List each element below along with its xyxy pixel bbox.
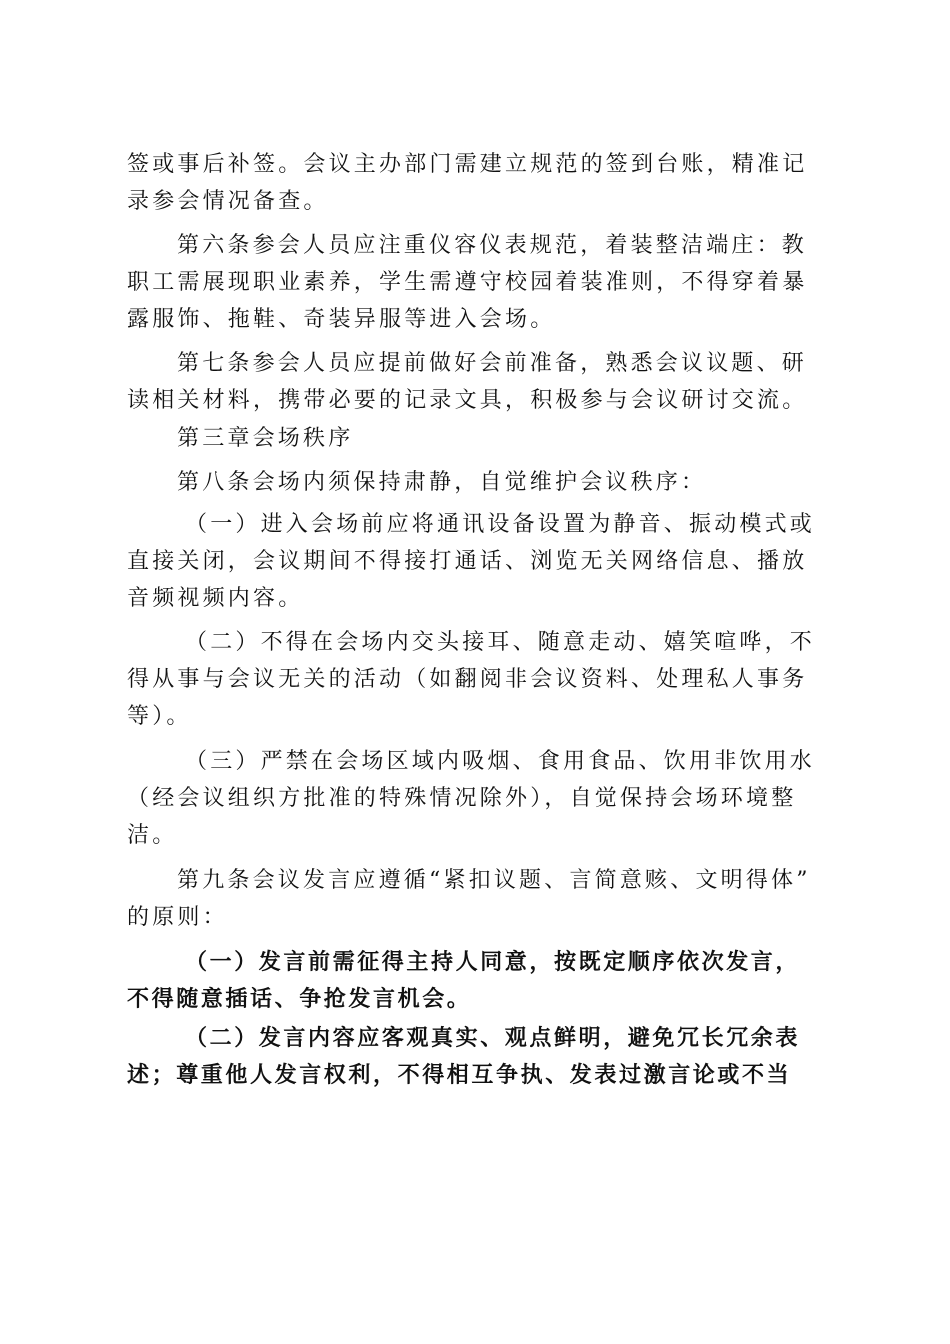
text-line: （二）不得在会场内交头接耳、随意走动、嬉笑喧哗，不 xyxy=(185,630,816,655)
text-line: 第七条参会人员应提前做好会前准备，熟悉会议议题、研 xyxy=(177,351,808,376)
text-line: 等）。 xyxy=(127,704,192,729)
chapter-heading xyxy=(127,420,823,457)
text-line: （一）发言前需征得主持人同意，按既定顺序依次发言， xyxy=(185,950,801,975)
paragraph-speech-item-2 xyxy=(127,1020,823,1094)
paragraph-article-7 xyxy=(127,345,823,419)
text-line: 签或事后补签。会议主办部门需建立规范的签到台账，精准记 xyxy=(127,152,808,177)
text-line: 录参会情况备查。 xyxy=(127,189,329,214)
paragraph-article-6 xyxy=(127,227,823,338)
text-line: 第六条参会人员应注重仪容仪表规范，着装整洁端庄：教 xyxy=(177,233,808,258)
paragraph-speech-item-1 xyxy=(127,944,823,1018)
text-line: 得从事与会议无关的活动（如翻阅非会议资料、处理私人事务 xyxy=(127,667,808,692)
text-line: 读相关材料，携带必要的记录文具，积极参与会议研讨交流。 xyxy=(127,388,808,413)
text-line: 第九条会议发言应遵循“紧扣议题、言简意赅、文明得体” xyxy=(177,868,811,893)
paragraph-item-2 xyxy=(127,624,823,735)
text-line: 述；尊重他人发言权利，不得相互争执、发表过激言论或不当 xyxy=(127,1063,792,1088)
paragraph-item-3 xyxy=(127,743,823,854)
text-line: 职工需展现职业素养，学生需遵守校园着装准则，不得穿着暴 xyxy=(127,270,808,295)
text-line: （二）发言内容应客观真实、观点鲜明，避免冗长冗余表 xyxy=(185,1026,801,1051)
text-line: （经会议组织方批准的特殊情况除外），自觉保持会场环境整 xyxy=(127,786,797,811)
text-line: （一）进入会场前应将通讯设备设置为静音、振动模式或 xyxy=(185,512,816,537)
paragraph-article-9 xyxy=(127,862,823,936)
text-line: 音频视频内容。 xyxy=(127,586,304,611)
paragraph-article-8 xyxy=(127,464,823,501)
paragraph-sign-in-ledger xyxy=(127,146,823,220)
text-line: 的原则： xyxy=(127,905,228,930)
text-line: 第三章会场秩序 xyxy=(177,426,354,451)
text-line: 不得随意插话、争抢发言机会。 xyxy=(127,987,472,1012)
text-line: 露服饰、拖鞋、奇装异服等进入会场。 xyxy=(127,307,556,332)
text-line: 直接关闭，会议期间不得接打通话、浏览无关网络信息、播放 xyxy=(127,549,808,574)
text-line: （三）严禁在会场区域内吸烟、食用食品、饮用非饮用水 xyxy=(185,749,816,774)
text-line: 第八条会场内须保持肃静，自觉维护会议秩序： xyxy=(177,470,707,495)
paragraph-item-1 xyxy=(127,506,823,617)
text-line: 洁。 xyxy=(127,823,178,848)
